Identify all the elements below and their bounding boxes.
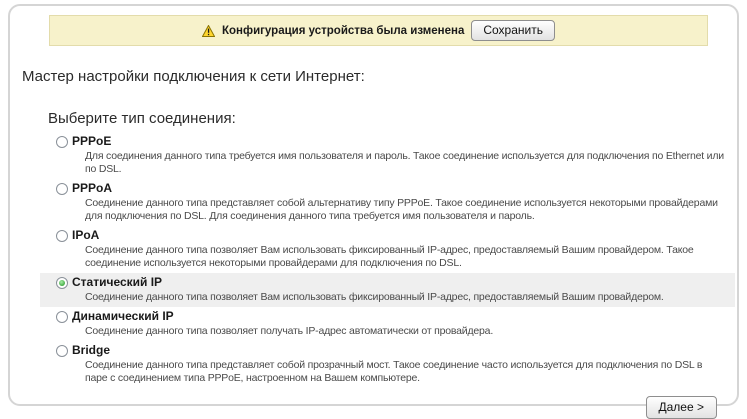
connection-option-description: Соединение данного типа позволяет получать IP-адрес автоматически от провайдера. bbox=[85, 325, 494, 337]
page-title: Мастер настройки подключения к сети Интернет: bbox=[22, 68, 365, 85]
connection-option-dynamic-ip[interactable] bbox=[40, 307, 735, 341]
radio-button-icon[interactable] bbox=[56, 311, 68, 323]
connection-option-description: Для соединения данного типа требуется имя пользователя и пароль. Такое соединение используется для подключения по Ethernet или по DSL. bbox=[85, 150, 724, 175]
connection-option-label[interactable]: Динамический IP bbox=[72, 309, 174, 323]
connection-option-static-ip[interactable] bbox=[40, 273, 735, 307]
connection-option-description: Соединение данного типа представляет собой прозрачный мост. Такое соединение часто используется для подключения по DSL в паре с соединением типа PPPoE, настроенном на Вашем компьютере. bbox=[85, 359, 703, 384]
next-button[interactable]: Далее > bbox=[646, 396, 718, 419]
radio-button-icon[interactable] bbox=[56, 345, 68, 357]
footer-bar bbox=[10, 396, 717, 419]
save-button[interactable]: Сохранить bbox=[471, 20, 555, 41]
config-changed-banner bbox=[49, 15, 708, 46]
connection-option-label[interactable]: Статический IP bbox=[72, 275, 163, 289]
connection-option-description: Соединение данного типа позволяет Вам использовать фиксированный IP-адрес, предоставляемый Вашим провайдером. bbox=[85, 291, 664, 303]
section-subtitle: Выберите тип соединения: bbox=[48, 110, 236, 127]
connection-option-label[interactable]: Bridge bbox=[72, 343, 111, 357]
radio-button-icon[interactable] bbox=[56, 277, 68, 289]
radio-button-icon[interactable] bbox=[56, 136, 68, 148]
radio-button-icon[interactable] bbox=[56, 183, 68, 195]
settings-card bbox=[8, 4, 739, 414]
connection-option-label[interactable]: PPPoE bbox=[72, 134, 112, 148]
connection-option-pppoa[interactable] bbox=[40, 179, 735, 226]
connection-option-pppoe[interactable] bbox=[40, 132, 735, 179]
connection-option-label[interactable]: PPPoA bbox=[72, 181, 113, 195]
radio-button-icon[interactable] bbox=[56, 230, 68, 242]
connection-option-bridge[interactable] bbox=[40, 341, 735, 388]
connection-option-ipoa[interactable] bbox=[40, 226, 735, 273]
connection-type-list bbox=[40, 132, 735, 388]
connection-option-description: Соединение данного типа представляет собой альтернативу типу PPPoE. Такое соединение используется некоторыми провайдерами для подключения по DSL. Для соединения данного типа требуется имя пользователя и пароль. bbox=[85, 197, 718, 222]
banner-message: Конфигурация устройства была изменена bbox=[222, 24, 465, 37]
connection-option-description: Соединение данного типа позволяет Вам использовать фиксированный IP-адрес, предоставляемый Вашим провайдером. Такое соединение используется некоторыми провайдерами для подключения по DSL. bbox=[85, 244, 694, 269]
connection-option-label[interactable]: IPoA bbox=[72, 228, 100, 242]
warning-triangle-icon bbox=[202, 25, 215, 37]
